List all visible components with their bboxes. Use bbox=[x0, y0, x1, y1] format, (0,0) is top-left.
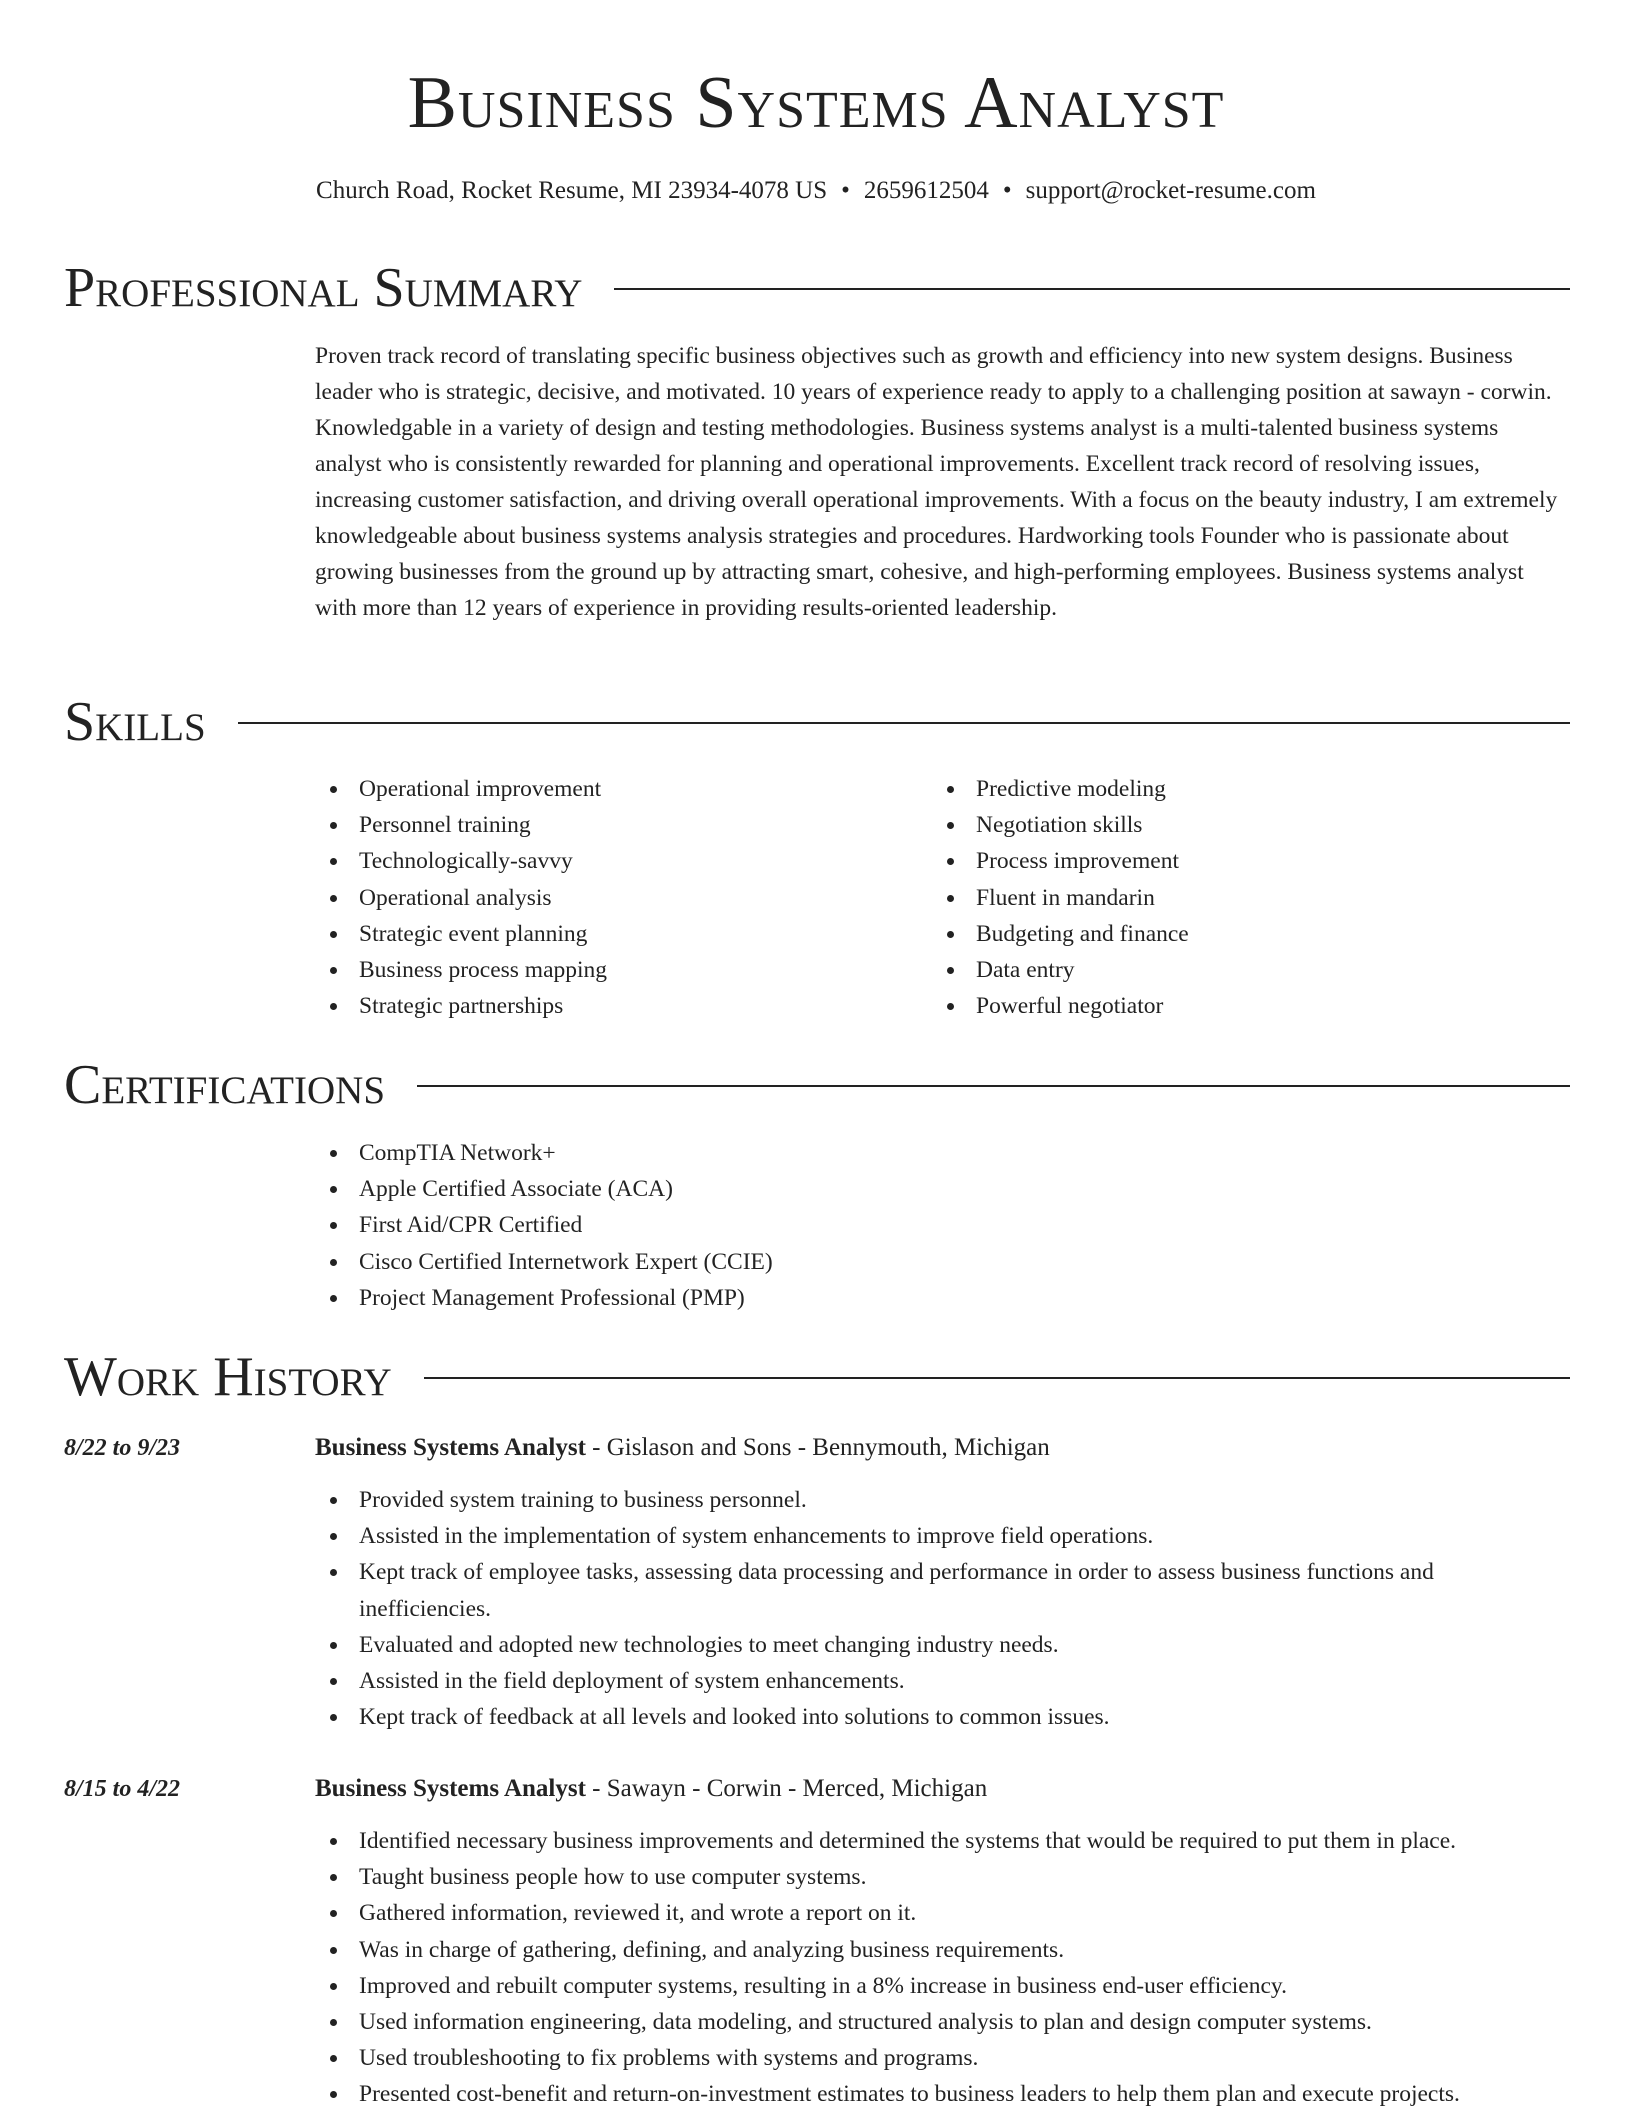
skills-section-header bbox=[64, 690, 1570, 754]
work-history-section-header bbox=[64, 1345, 1570, 1409]
resume-name: Business Systems Analyst bbox=[407, 62, 1225, 144]
summary-heading: Professional Summary bbox=[64, 257, 583, 319]
job-title: Business Systems Analyst bbox=[315, 1775, 586, 1802]
job-employer-location: - Sawayn - Corwin - Merced, Michigan bbox=[585, 1775, 988, 1802]
job-duty-item: Provided system training to business personnel. bbox=[315, 1482, 1570, 1518]
certification-item: First Aid/CPR Certified bbox=[315, 1207, 1570, 1243]
certifications-section-header bbox=[64, 1053, 1570, 1117]
job-duties-list bbox=[315, 1823, 1570, 2113]
job-duty-item: Was in charge of gathering, defining, and analyzing business requirements. bbox=[315, 1932, 1570, 1968]
job-duty-item: Kept track of feedback at all levels and looked into solutions to common issues. bbox=[315, 1699, 1570, 1735]
contact-phone: 2659612504 bbox=[863, 177, 989, 204]
skills-list-left bbox=[315, 771, 915, 1024]
job-duties-list bbox=[315, 1482, 1570, 1735]
job-employer-location: - Gislason and Sons - Bennymouth, Michigan bbox=[585, 1434, 1050, 1461]
job-duty-item: Evaluated and adopted new technologies to meet changing industry needs. bbox=[315, 1627, 1570, 1663]
job-duty-item: Presented cost-benefit and return-on-investment estimates to business leaders to help them plan and execute projects. bbox=[315, 2076, 1570, 2112]
skill-item: Powerful negotiator bbox=[932, 988, 1532, 1024]
skills-list-right bbox=[932, 771, 1532, 1024]
skill-item: Personnel training bbox=[315, 807, 915, 843]
skill-item: Business process mapping bbox=[315, 952, 915, 988]
skill-item: Predictive modeling bbox=[932, 771, 1532, 807]
job-dates: 8/15 to 4/22 bbox=[64, 1776, 181, 1802]
section-divider bbox=[238, 722, 1570, 724]
skill-item: Negotiation skills bbox=[932, 807, 1532, 843]
job-duty-item: Kept track of employee tasks, assessing data processing and performance in order to assess business functions and inefficiencies. bbox=[315, 1554, 1570, 1626]
job-heading bbox=[315, 1772, 1570, 1806]
contact-email: support@rocket-resume.com bbox=[1025, 177, 1316, 204]
skill-item: Strategic event planning bbox=[315, 916, 915, 952]
skill-item: Process improvement bbox=[932, 843, 1532, 879]
certification-item: Apple Certified Associate (ACA) bbox=[315, 1171, 1570, 1207]
summary-text: Proven track record of translating specific business objectives such as growth and efficiency into new system designs. Business leader who is strategic, decisive, and motivated. 10 years of experience ready to apply to a challenging position at sawayn - corwin. Knowledgable in a variety of design and testing methodologies. Business systems analyst is a multi-talented business systems analyst who is consistently rewarded for planning and operational improvements. Excellent track record of resolving issues, increasing customer satisfaction, and driving overall operational improvements. With a focus on the beauty industry, I am extremely knowledgeable about business systems analysis strategies and procedures. Hardworking tools Founder who is passionate about growing businesses from the ground up by attracting smart, cohesive, and high-performing employees. Business systems analyst with more than 12 years of experience in providing results-oriented leadership. bbox=[315, 343, 1558, 621]
skill-item: Budgeting and finance bbox=[932, 916, 1532, 952]
contact-separator: • bbox=[1002, 177, 1012, 204]
contact-address: Church Road, Rocket Resume, MI 23934-4078 US bbox=[316, 177, 828, 204]
skill-item: Technologically-savvy bbox=[315, 843, 915, 879]
skills-heading: Skills bbox=[64, 691, 206, 753]
certifications-list bbox=[315, 1135, 1570, 1316]
summary-section-header bbox=[64, 256, 1570, 320]
certification-item: Project Management Professional (PMP) bbox=[315, 1280, 1570, 1316]
job-duty-item: Assisted in the implementation of system enhancements to improve field operations. bbox=[315, 1518, 1570, 1554]
certifications-heading: Certifications bbox=[64, 1054, 386, 1116]
job-duty-item: Taught business people how to use computer systems. bbox=[315, 1859, 1570, 1895]
work-history-heading: Work History bbox=[64, 1346, 392, 1408]
job-heading bbox=[315, 1431, 1570, 1465]
section-divider bbox=[424, 1377, 1570, 1379]
job-duty-item: Identified necessary business improvements and determined the systems that would be required to put them in place. bbox=[315, 1823, 1570, 1859]
section-divider bbox=[614, 288, 1570, 290]
skill-item: Fluent in mandarin bbox=[932, 880, 1532, 916]
job-duty-item: Used information engineering, data modeling, and structured analysis to plan and design computer systems. bbox=[315, 2004, 1570, 2040]
certification-item: Cisco Certified Internetwork Expert (CCIE) bbox=[315, 1244, 1570, 1280]
job-duty-item: Assisted in the field deployment of system enhancements. bbox=[315, 1663, 1570, 1699]
job-duty-item: Gathered information, reviewed it, and wrote a report on it. bbox=[315, 1895, 1570, 1931]
contact-separator: • bbox=[841, 177, 850, 204]
skill-item: Strategic partnerships bbox=[315, 988, 915, 1024]
job-dates: 8/22 to 9/23 bbox=[64, 1435, 181, 1461]
section-divider bbox=[417, 1085, 1570, 1087]
job-duty-item: Used troubleshooting to fix problems with systems and programs. bbox=[315, 2040, 1570, 2076]
certification-item: CompTIA Network+ bbox=[315, 1135, 1570, 1171]
skill-item: Operational improvement bbox=[315, 771, 915, 807]
job-title: Business Systems Analyst bbox=[315, 1434, 586, 1461]
skill-item: Operational analysis bbox=[315, 880, 915, 916]
job-duty-item: Improved and rebuilt computer systems, resulting in a 8% increase in business end-user efficiency. bbox=[315, 1968, 1570, 2004]
skill-item: Data entry bbox=[932, 952, 1532, 988]
contact-line bbox=[0, 175, 1632, 207]
